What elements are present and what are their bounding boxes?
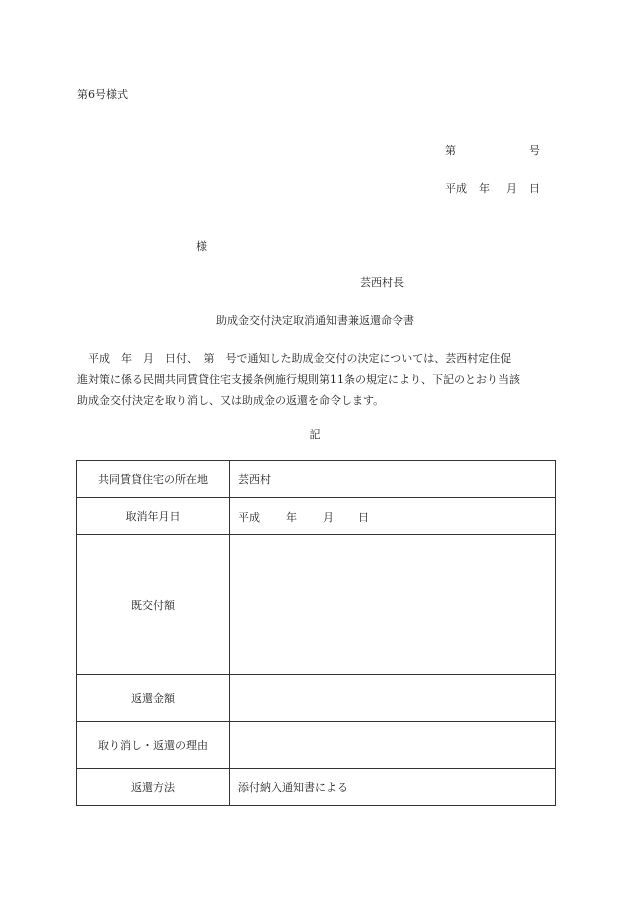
body-line: 助成金交付決定を取り消し、又は助成金の返還を命令します。 [77,394,385,407]
doc-number-suffix: 号 [529,144,540,157]
doc-date-year: 年 [479,182,490,195]
doc-date-day: 日 [529,182,540,195]
cancel-date-value [230,498,556,535]
row-label: 取消年月日 [77,498,230,535]
table-row [77,769,556,806]
row-value [230,675,556,722]
addressee-suffix: 様 [196,240,207,253]
row-value: 芸西村 [230,461,556,498]
cancel-date-year: 年 [286,511,297,524]
cancel-date-day: 日 [358,511,369,524]
row-label: 共同賃貸住宅の所在地 [77,461,230,498]
document-title: 助成金交付決定取消通知書兼返還命令書 [216,314,414,327]
cancel-date-month: 月 [323,511,334,524]
row-value [230,722,556,769]
cancel-date-era: 平成 [238,511,260,524]
table-row [77,675,556,722]
row-value [230,535,556,675]
row-value: 添付納入通知書による [230,769,556,806]
row-label: 取り消し・返還の理由 [77,722,230,769]
form-number: 第6号様式 [77,88,128,101]
body-line: 平成 年 月 日付、 第 号で通知した助成金交付の決定については、芸西村定住促 [88,352,512,365]
table-row [77,498,556,535]
doc-date-month: 月 [506,182,517,195]
sender: 芸西村長 [360,276,404,289]
body-line: 進対策に係る民間共同賃貸住宅支援条例施行規則第11条の規定により、下記のとおり当該 [77,373,520,386]
table-row [77,722,556,769]
body-text [77,348,557,411]
ki-heading: 記 [309,428,321,441]
doc-date-era: 平成 [445,182,467,195]
doc-number-prefix: 第 [445,144,456,157]
table-row [77,535,556,675]
row-label: 既交付額 [77,535,230,675]
table-row [77,461,556,498]
info-table [76,460,556,806]
row-label: 返還金額 [77,675,230,722]
row-label: 返還方法 [77,769,230,806]
